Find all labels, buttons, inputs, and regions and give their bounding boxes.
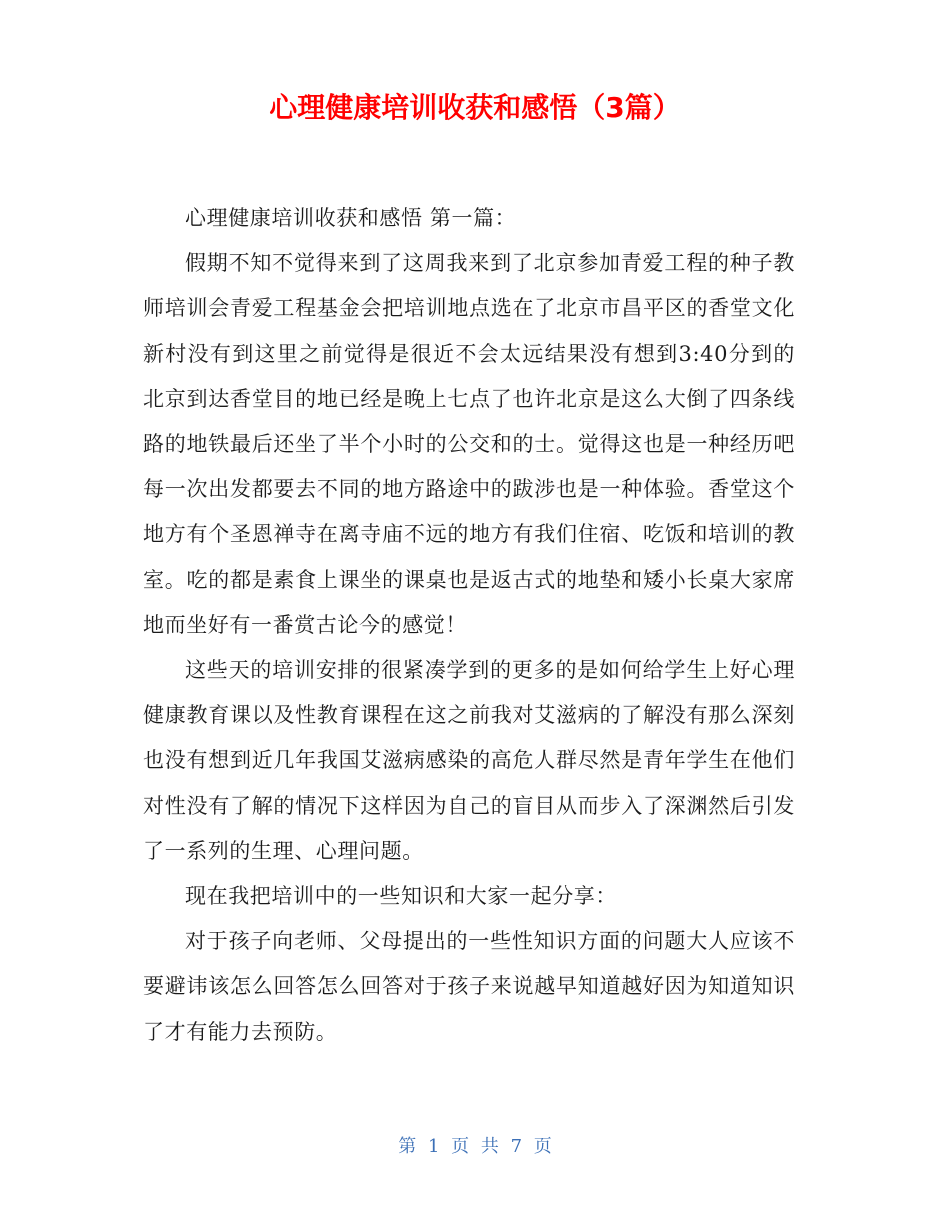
document-body [143,196,795,1055]
paragraph-training-trip: 假期不知不觉得来到了这周我来到了北京参加青爱工程的种子教师培训会青爱工程基金会把培训地点选在了北京市昌平区的香堂文化新村没有到这里之前觉得是很近不会太远结果没有想到3:40分到的北京到达香堂目的地已经是晚上七点了也许北京是这么大倒了四条线路的地铁最后还坐了半个小时的公交和的士。觉得这也是一种经历吧每一次出发都要去不同的地方路途中的跋涉也是一种体验。香堂这个地方有个圣恩禅寺在离寺庙不远的地方有我们住宿、吃饭和培训的教室。吃的都是素食上课坐的课桌也是返古式的地垫和矮小长桌大家席地而坐好有一番赏古论今的感觉！ [143,251,795,637]
paragraph-sharing-intro: 现在我把培训中的一些知识和大家一起分享： [185,884,617,909]
document-title: 心理健康培训收获和感悟（3篇） [269,91,681,124]
page-number-footer: 第 1 页 共 7 页 [398,1136,552,1157]
paragraph-section-heading: 心理健康培训收获和感悟 第一篇： [185,206,517,230]
paragraph-children-questions: 对于孩子向老师、父母提出的一些性知识方面的问题大人应该不要避讳该怎么回答怎么回答对于孩子来说越早知道越好因为知道知识了才有能力去预防。 [143,929,795,1044]
paragraph-training-content: 这些天的培训安排的很紧凑学到的更多的是如何给学生上好心理健康教育课以及性教育课程在这之前我对艾滋病的了解没有那么深刻也没有想到近几年我国艾滋病感染的高危人群尽然是青年学生在他们对性没有了解的情况下这样因为自己的盲目从而步入了深渊然后引发了一系列的生理、心理问题。 [143,658,795,863]
